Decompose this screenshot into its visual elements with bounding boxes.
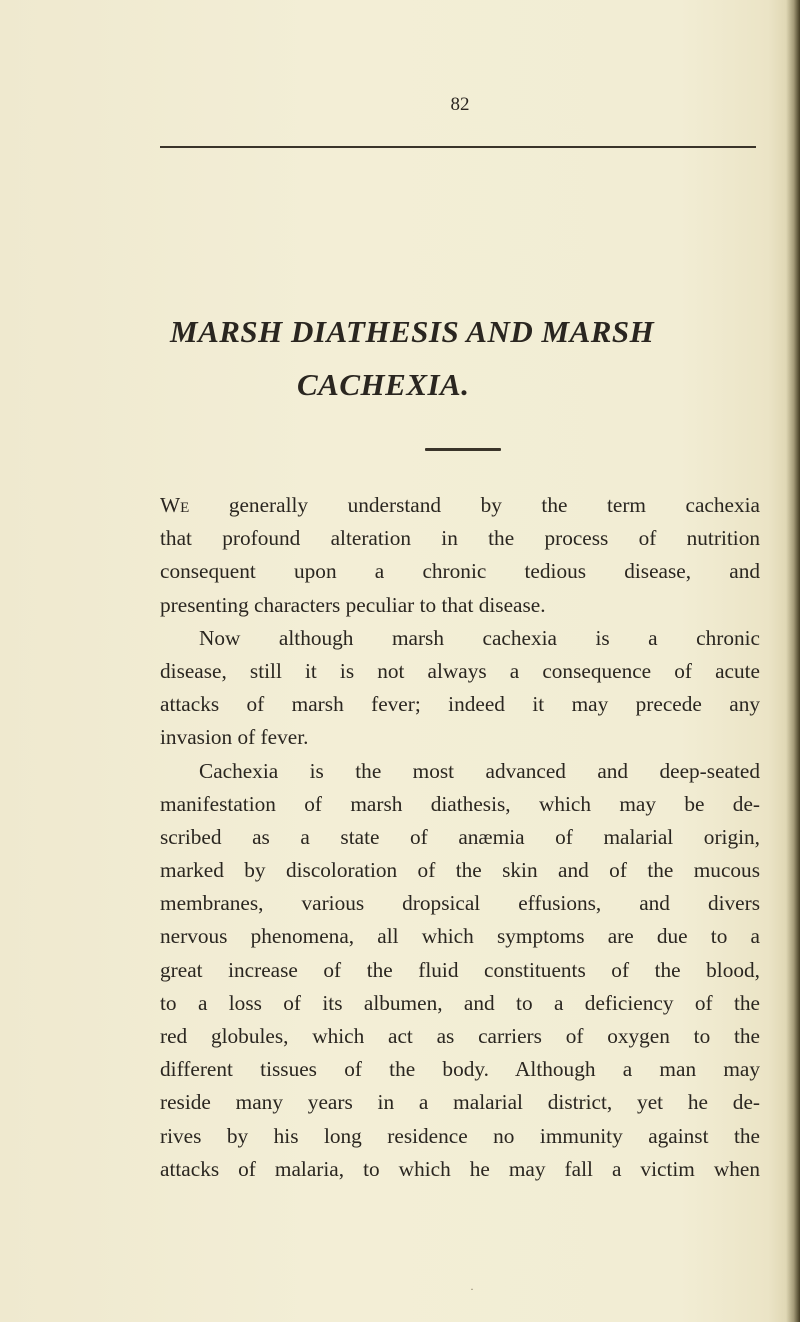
text-line: marked by discoloration of the skin and of the mucous	[160, 858, 760, 883]
text-line: attacks of malaria, to which he may fall a victim when	[160, 1156, 760, 1181]
body-text	[160, 489, 760, 1186]
text-line: attacks of marsh fever; indeed it may precede any	[160, 692, 760, 717]
footer-mark: ·	[470, 1282, 474, 1296]
text-line: invasion of fever.	[160, 725, 309, 750]
text-line: great increase of the fluid constituents of the blood,	[160, 957, 760, 982]
text-line: reside many years in a malarial district, yet he de-	[160, 1090, 760, 1115]
text-line: red globules, which act as carriers of oxygen to the	[160, 1024, 760, 1048]
page-edge-shadow	[786, 0, 800, 1322]
text-line: Now although marsh cachexia is a chronic	[199, 625, 760, 650]
text-line: disease, still it is not always a consequence of acute	[160, 658, 760, 683]
text-line: rives by his long residence no immunity against the	[160, 1123, 760, 1148]
text-line: membranes, various dropsical effusions, and divers	[160, 891, 760, 916]
chapter-title-line-2: CACHEXIA.	[297, 367, 470, 402]
text-line: nervous phenomena, all which symptoms are due to a	[160, 924, 760, 949]
text-line: to a loss of its albumen, and to a deficiency of the	[160, 990, 760, 1015]
text-line: Cachexia is the most advanced and deep-seated	[199, 758, 760, 783]
text-line: different tissues of the body. Although a man may	[160, 1057, 760, 1082]
text-line: presenting characters peculiar to that disease.	[160, 592, 546, 617]
text-line: that profound alteration in the process of nutrition	[160, 526, 760, 551]
title-divider-rule	[425, 448, 501, 451]
text-line: consequent upon a chronic tedious disease, and	[160, 559, 760, 584]
text-line: manifestation of marsh diathesis, which may be de-	[160, 791, 760, 816]
page-number: 82	[450, 94, 470, 115]
header-rule	[160, 146, 756, 148]
text-line: scribed as a state of anæmia of malarial origin,	[160, 824, 760, 849]
text-line: We generally understand by the term cachexia	[160, 493, 760, 517]
chapter-title-line-1: MARSH DIATHESIS AND MARSH	[170, 314, 655, 349]
